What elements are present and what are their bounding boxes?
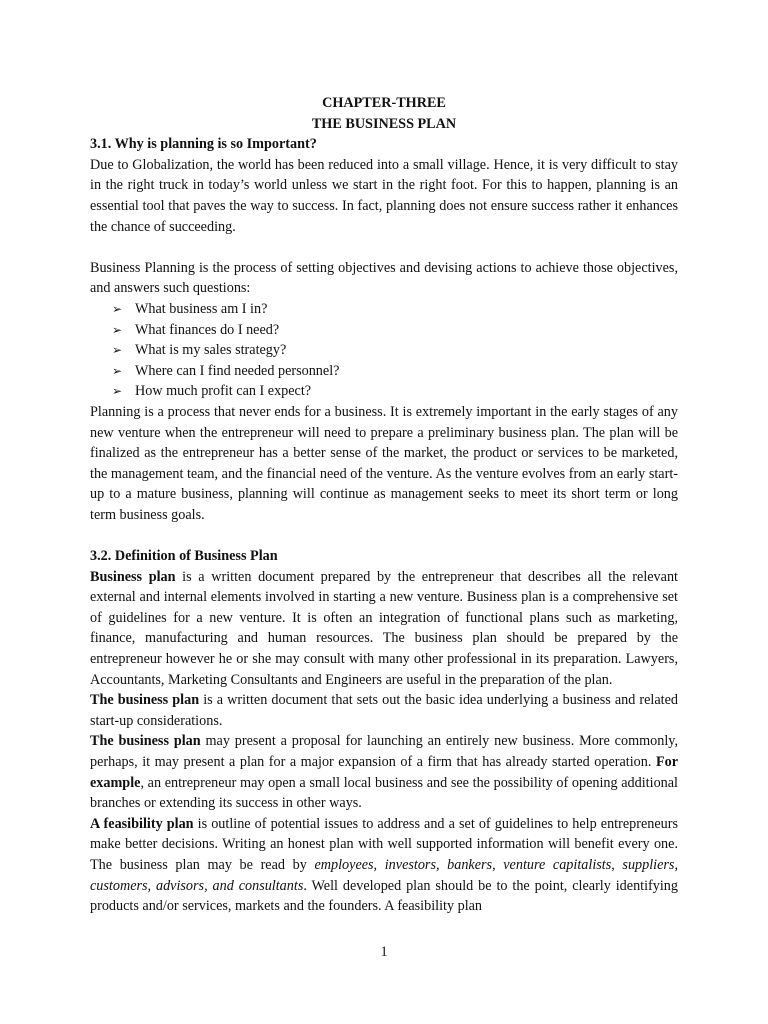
chapter-title: THE BUSINESS PLAN (311, 115, 457, 132)
arrow-bullet-icon: ➢ (112, 384, 123, 399)
list-item: ➢ What is my sales strategy? (112, 340, 678, 361)
list-item: ➢ Where can I find needed personnel? (112, 361, 678, 382)
question-list (90, 299, 678, 402)
document-page (90, 93, 678, 917)
chapter-label: CHAPTER-THREE (322, 95, 446, 111)
paragraph-proposal: The business plan may present a proposal for launching an entirely new business. More commonly, perhaps, it may present a plan for a major expansion of a firm that has already started operation. For example, an entrepreneur may open a small local business and see the possibility of opening additional branches or extending its success in other ways. (90, 733, 678, 812)
section-heading-3-2: 3.2. Definition of Business Plan (90, 548, 278, 565)
arrow-bullet-icon: ➢ (112, 363, 123, 378)
paragraph-business-planning: Business Planning is the process of setting objectives and devising actions to achieve those objectives, and answers such questions: (90, 259, 678, 297)
arrow-bullet-icon: ➢ (112, 322, 123, 337)
paragraph-gap (90, 237, 678, 258)
paragraph-business-plan-definition: Business plan is a written document prepared by the entrepreneur that describes all the relevant external and internal elements involved in starting a new venture. Business plan is a comprehensive set of guidelines for a new venture. It is often an integration of functional plans such as marketing, finance, manufacturing and human resources. The business plan should be prepared by the entrepreneur however he or she may consult with many other professional in its preparation. Lawyers, Accountants, Marketing Consultants and Engineers are useful in the preparation of the plan. (90, 568, 678, 688)
paragraph-written-document: The business plan is a written document that sets out the basic idea underlying a business and related start-up considerations. (90, 692, 678, 729)
list-item: ➢ What business am I in? (112, 299, 678, 320)
list-item: ➢ What finances do I need? (112, 320, 678, 341)
arrow-bullet-icon: ➢ (112, 343, 123, 358)
list-item: ➢ How much profit can I expect? (112, 381, 678, 402)
section-heading-3-1: 3.1. Why is planning is so Important? (90, 136, 317, 153)
page-number: 1 (380, 944, 388, 960)
paragraph-gap (90, 525, 678, 546)
arrow-bullet-icon: ➢ (112, 301, 123, 316)
paragraph-planning-process: Planning is a process that never ends for a business. It is extremely important in the early stages of any new venture when the entrepreneur will need to prepare a preliminary business plan. The plan will be finalized as the entrepreneur has a better sense of the market, the product or services to be marketed, the management team, and the financial need of the venture. As the venture evolves from an early start-up to a mature business, planning will continue as management seeks to meet its short term or long term business goals. (90, 403, 678, 523)
paragraph-globalization: Due to Globalization, the world has been reduced into a small village. Hence, it is very difficult to stay in the right truck in today’s world unless we start in the right foot. For this to happen, planning is an essential tool that paves the way to success. In fact, planning does not ensure success rather it enhances the chance of succeeding. (90, 156, 678, 235)
paragraph-feasibility-plan: A feasibility plan is outline of potential issues to address and a set of guidelines to help entrepreneurs make better decisions. Writing an honest plan with well supported information will benefit every one. The business plan may be read by employees, investors, bankers, venture capitalists, suppliers, customers, advisors, and consultants. Well developed plan should be to the point, clearly identifying products and/or services, markets and the founders. A feasibility plan (90, 815, 679, 915)
